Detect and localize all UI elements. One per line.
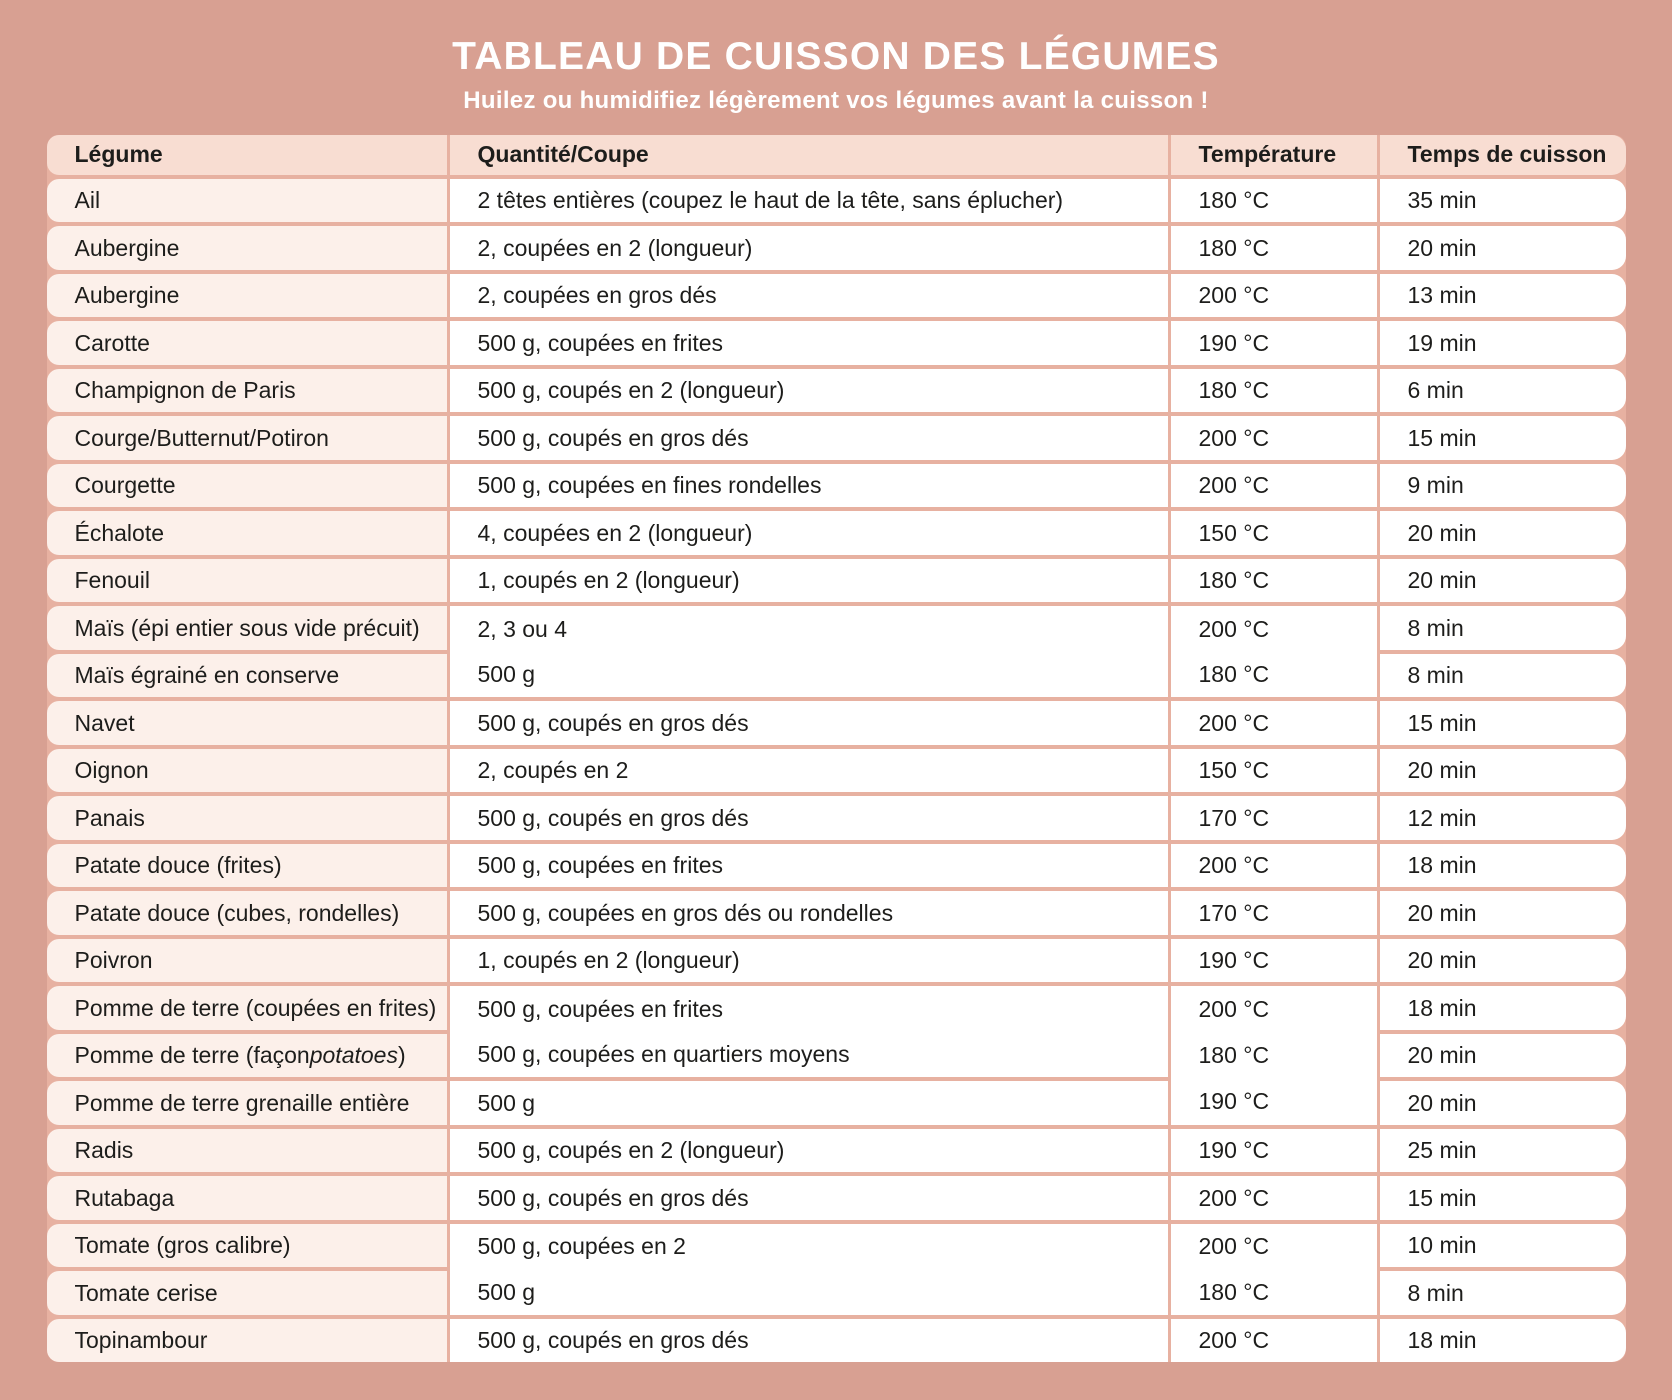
cell-legume: Oignon: [47, 749, 447, 793]
cell-legume: Maïs égrainé en conserve: [47, 654, 447, 698]
cell-temperature: [1171, 1224, 1377, 1315]
cell-legume: Carotte: [47, 321, 447, 365]
cell-temperature: 180 °C: [1171, 369, 1377, 413]
cooking-table: [47, 135, 1626, 1363]
cell-temperature: 190 °C: [1171, 321, 1377, 365]
cell-legume: Pomme de terre (coupées en frites): [47, 986, 447, 1030]
cell-time: 8 min: [1380, 654, 1626, 698]
cell-time: 12 min: [1380, 796, 1626, 840]
cell-quantity: 500 g: [450, 1081, 1168, 1125]
cell-temperature-value: 190 °C: [1198, 1088, 1270, 1115]
cell-quantity: 500 g, coupés en gros dés: [450, 416, 1168, 460]
cell-temperature: 180 °C: [1171, 559, 1377, 603]
cell-legume: Panais: [47, 796, 447, 840]
cell-temperature-value: 200 °C: [1198, 1233, 1270, 1260]
poster-header: [0, 0, 1672, 115]
cell-time: 15 min: [1380, 416, 1626, 460]
column-header-temperature: Température: [1171, 135, 1377, 175]
cell-temperature: 200 °C: [1171, 416, 1377, 460]
cell-time: 20 min: [1380, 1081, 1626, 1125]
cell-legume: Courgette: [47, 464, 447, 508]
cell-quantity: 1, coupés en 2 (longueur): [450, 559, 1168, 603]
cell-quantity: 500 g, coupées en gros dés ou rondelles: [450, 891, 1168, 935]
cell-time: 20 min: [1380, 511, 1626, 555]
cell-temperature: 200 °C: [1171, 844, 1377, 888]
cell-quantity: 2, coupées en gros dés: [450, 274, 1168, 318]
cell-time: 25 min: [1380, 1129, 1626, 1173]
cell-time: 8 min: [1380, 1271, 1626, 1315]
cell-time: 20 min: [1380, 226, 1626, 270]
cell-quantity: 500 g, coupés en gros dés: [450, 1319, 1168, 1363]
cell-legume: Tomate cerise: [47, 1271, 447, 1315]
cell-time: 19 min: [1380, 321, 1626, 365]
cell-temperature: 190 °C: [1171, 939, 1377, 983]
cell-temperature: [1171, 986, 1377, 1125]
cell-time: 8 min: [1380, 606, 1626, 650]
cell-quantity-value: 500 g: [477, 661, 536, 688]
cell-time: 20 min: [1380, 749, 1626, 793]
column-header-cooking-time: Temps de cuisson: [1380, 135, 1626, 175]
cell-quantity: 2, coupés en 2: [450, 749, 1168, 793]
cell-quantity: 4, coupées en 2 (longueur): [450, 511, 1168, 555]
cell-temperature: 200 °C: [1171, 464, 1377, 508]
cell-quantity: 2 têtes entières (coupez le haut de la tête, sans éplucher): [450, 179, 1168, 223]
cell-temperature: 200 °C: [1171, 701, 1377, 745]
cell-legume: Patate douce (frites): [47, 844, 447, 888]
cell-quantity: [450, 606, 1168, 697]
page-title: TABLEAU DE CUISSON DES LÉGUMES: [452, 35, 1220, 78]
cell-time: 18 min: [1380, 1319, 1626, 1363]
cell-quantity: 500 g, coupés en gros dés: [450, 701, 1168, 745]
cell-quantity-value: 500 g, coupées en quartiers moyens: [477, 1041, 850, 1068]
column-header-legume: Légume: [47, 135, 447, 175]
cell-quantity-value: 500 g, coupées en frites: [477, 995, 723, 1022]
cell-legume: Pomme de terre (façon potatoes ): [47, 1034, 447, 1078]
cell-temperature: 200 °C: [1171, 1319, 1377, 1363]
cell-quantity-value: 500 g: [477, 1278, 536, 1305]
page-subtitle: Huilez ou humidifiez légèrement vos légumes avant la cuisson !: [463, 86, 1209, 114]
cell-time: 10 min: [1380, 1224, 1626, 1268]
cell-time: 18 min: [1380, 986, 1626, 1030]
cell-quantity: [450, 986, 1168, 1077]
cell-time: 35 min: [1380, 179, 1626, 223]
cell-quantity: 500 g, coupées en frites: [450, 844, 1168, 888]
cell-temperature: 180 °C: [1171, 179, 1377, 223]
column-header-quantity: Quantité/Coupe: [450, 135, 1168, 175]
cell-temperature: 150 °C: [1171, 749, 1377, 793]
cell-legume: Navet: [47, 701, 447, 745]
cell-legume: Aubergine: [47, 274, 447, 318]
cell-temperature: 150 °C: [1171, 511, 1377, 555]
cell-temperature-value: 180 °C: [1198, 661, 1270, 688]
cell-legume: Rutabaga: [47, 1176, 447, 1220]
cell-legume: Topinambour: [47, 1319, 447, 1363]
cell-quantity: 500 g, coupés en gros dés: [450, 796, 1168, 840]
cell-legume: Échalote: [47, 511, 447, 555]
cell-temperature: 200 °C: [1171, 274, 1377, 318]
cell-quantity: 2, coupées en 2 (longueur): [450, 226, 1168, 270]
cell-time: 20 min: [1380, 939, 1626, 983]
cell-quantity: 500 g, coupées en fines rondelles: [450, 464, 1168, 508]
cell-legume: Pomme de terre grenaille entière: [47, 1081, 447, 1125]
cell-temperature: 180 °C: [1171, 226, 1377, 270]
cell-quantity: [450, 1224, 1168, 1315]
cell-legume: Aubergine: [47, 226, 447, 270]
cell-quantity: 500 g, coupés en gros dés: [450, 1176, 1168, 1220]
cell-time: 20 min: [1380, 559, 1626, 603]
cell-time: 9 min: [1380, 464, 1626, 508]
cell-time: 15 min: [1380, 1176, 1626, 1220]
cell-legume: Ail: [47, 179, 447, 223]
cell-quantity: 500 g, coupés en 2 (longueur): [450, 1129, 1168, 1173]
cell-quantity-value: 500 g, coupées en 2: [477, 1233, 686, 1260]
cell-quantity: 500 g, coupées en frites: [450, 321, 1168, 365]
cell-temperature: 200 °C: [1171, 1176, 1377, 1220]
cell-temperature-value: 180 °C: [1198, 1042, 1270, 1069]
cell-temperature-value: 180 °C: [1198, 1278, 1270, 1305]
cell-legume: Maïs (épi entier sous vide précuit): [47, 606, 447, 650]
cell-temperature: 170 °C: [1171, 796, 1377, 840]
cell-temperature-value: 200 °C: [1198, 615, 1270, 642]
cell-temperature-value: 200 °C: [1198, 995, 1270, 1022]
cell-legume: Poivron: [47, 939, 447, 983]
cell-legume: Courge/Butternut/Potiron: [47, 416, 447, 460]
cell-legume: Patate douce (cubes, rondelles): [47, 891, 447, 935]
cell-quantity-value: 2, 3 ou 4: [477, 615, 568, 642]
cell-time: 13 min: [1380, 274, 1626, 318]
cell-temperature: 190 °C: [1171, 1129, 1377, 1173]
cell-legume: Fenouil: [47, 559, 447, 603]
cell-legume: Champignon de Paris: [47, 369, 447, 413]
cell-time: 18 min: [1380, 844, 1626, 888]
cell-legume: Radis: [47, 1129, 447, 1173]
cell-time: 20 min: [1380, 891, 1626, 935]
cell-temperature: [1171, 606, 1377, 697]
cell-legume: Tomate (gros calibre): [47, 1224, 447, 1268]
cell-time: 20 min: [1380, 1034, 1626, 1078]
cell-quantity: 500 g, coupés en 2 (longueur): [450, 369, 1168, 413]
cell-temperature: 170 °C: [1171, 891, 1377, 935]
cell-time: 15 min: [1380, 701, 1626, 745]
cell-quantity: 1, coupés en 2 (longueur): [450, 939, 1168, 983]
cell-time: 6 min: [1380, 369, 1626, 413]
